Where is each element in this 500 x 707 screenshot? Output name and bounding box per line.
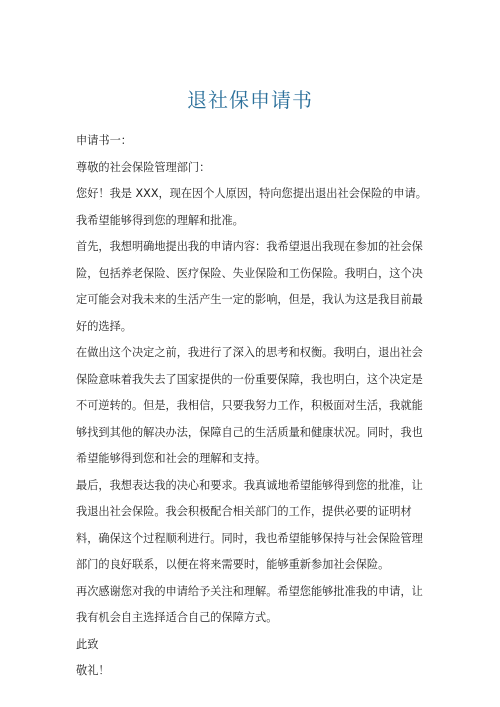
paragraph-thanks: 再次感谢您对我的申请给予关注和理解。希望您能够批准我的申请，让我有机会自主选择适合自己的保障方式。 — [76, 584, 423, 624]
document-body — [76, 128, 428, 685]
document-title: 退社保申请书 — [187, 88, 313, 112]
paragraph-closing: 此致 — [76, 637, 99, 651]
paragraph-salutation: 尊敬的社会保险管理部门： — [76, 160, 211, 174]
paragraph-heading: 申请书一： — [76, 134, 132, 147]
paragraph-deliberation: 在做出这个决定之前，我进行了深入的思考和权衡。我明白，退出社会保险意味着我失去了国家提供的一份重要保障，我也明白，这个决定是不可逆转的。但是，我相信，只要我努力工作，积极面对生活，我就能够找到其他的解决办法，保障自己的生活质量和健康状况。同时，我也希望能够得到您和社会的理解和支持。 — [76, 346, 423, 465]
paragraph-greeting: 您好！我是 XXX，现在因个人原因，特向您提出退出社会保险的申请。我希望能够得到您的理解和批准。 — [76, 187, 427, 227]
paragraph-request-content: 首先，我想明确地提出我的申请内容：我希望退出我现在参加的社会保险，包括养老保险、医疗保险、失业保险和工伤保险。我明白，这个决定可能会对我未来的生活产生一定的影响，但是，我认为这是我目前最好的选择。 — [76, 240, 423, 333]
paragraph-regards: 敬礼！ — [76, 664, 110, 677]
paragraph-resolution: 最后，我想表达我的决心和要求。我真诚地希望能够得到您的批准，让我退出社会保险。我会积极配合相关部门的工作，提供必要的证明材料，确保这个过程顺利进行。同时，我也希望能够保持与社会保险管理部门的良好联系，以便在将来需要时，能够重新参加社会保险。 — [76, 478, 423, 571]
